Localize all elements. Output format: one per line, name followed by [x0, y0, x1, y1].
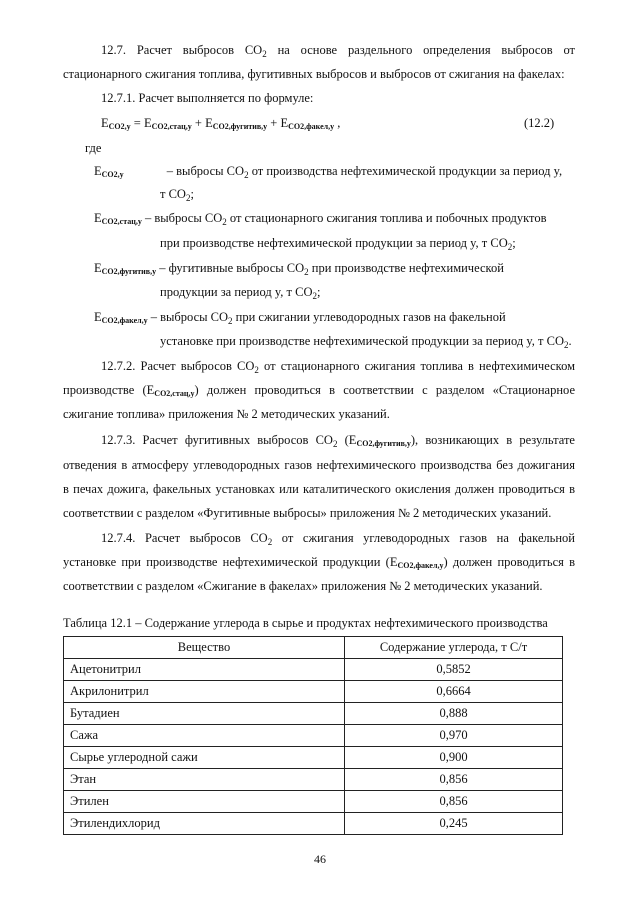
paragraph-12-7-3-line-1: 12.7.3. Расчет фугитивных выбросов $CO_2$ $(E_{CO2,фугитив,y})$, возникающих в результате — [101, 433, 575, 449]
cell-substance: Этан — [64, 769, 345, 791]
paragraph-12-7-2-line-2: производстве $(E_{CO2,стац,y})$ должен проводиться в соответствии с разделом «Стационарное — [63, 383, 575, 398]
table-row — [64, 681, 563, 703]
table-row — [64, 747, 563, 769]
cell-value: 0,888 — [345, 703, 563, 725]
table-row — [64, 791, 563, 813]
table-row — [64, 725, 563, 747]
cell-value: 0,900 — [345, 747, 563, 769]
definition-2-line-1: $E_{CO2,стац,y}$ – выбросы $CO_2$ от стационарного сжигания топлива и побочных продуктов — [94, 211, 547, 227]
paragraph-12-7-3-line-3: в печах дожига, факельных установках или каталитического окисления должен проводиться в — [63, 482, 575, 496]
paragraph-12-7-line-2: стационарного сжигания топлива, фугитивных выбросов и выбросов от сжигания на факелах: — [63, 67, 565, 81]
formula-number: (12.2) — [524, 116, 555, 130]
table-row — [64, 813, 563, 835]
header-substance: Вещество — [64, 637, 345, 659]
carbon-content-table — [63, 636, 563, 835]
definition-4-line-2: установке при производстве нефтехимической продукции за период y, т $CO_2$. — [160, 334, 572, 350]
table-row — [64, 769, 563, 791]
definition-4-line-1: $E_{CO2,факел,y}$ – выбросы $CO_2$ при сжигании углеводородных газов на факельной — [94, 310, 506, 326]
cell-value: 0,245 — [345, 813, 563, 835]
cell-value: 0,856 — [345, 769, 563, 791]
cell-substance: Сырье углеродной сажи — [64, 747, 345, 769]
paragraph-12-7-line-1: 12.7. Расчет выбросов $CO_2$ на основе раздельного определения выбросов от — [101, 43, 576, 59]
paragraph-12-7-4-line-1: 12.7.4. Расчет выбросов $CO_2$ от сжигания углеводородных газов на факельной — [101, 531, 575, 547]
cell-substance: Ацетонитрил — [64, 659, 345, 681]
cell-value: 0,5852 — [345, 659, 563, 681]
where-label: где — [85, 141, 102, 155]
paragraph-12-7-2-line-1: 12.7.2. Расчет выбросов $CO_2$ от стационарного сжигания топлива в нефтехимическом — [101, 359, 575, 375]
cell-substance: Сажа — [64, 725, 345, 747]
cell-substance: Этилен — [64, 791, 345, 813]
page-number: 46 — [314, 852, 326, 866]
paragraph-12-7-1: 12.7.1. Расчет выполняется по формуле: — [101, 91, 314, 105]
paragraph-12-7-3-line-2: отведения в атмосферу углеводородных газов нефтехимического производства без дожигания — [63, 458, 575, 472]
paragraph-12-7-2-line-3: сжигание топлива» приложения № 2 методических указаний. — [63, 407, 390, 421]
cell-value: 0,970 — [345, 725, 563, 747]
definition-1-line-2: т $CO_2$; — [160, 187, 194, 203]
paragraph-12-7-4-line-2: установке при производстве нефтехимической продукции $(E_{CO2,факел,y})$ должен проводиться в — [63, 555, 575, 570]
formula-12-2: $E_{CO2,y} = E_{CO2,стац,y} + E_{CO2,фугитив,y} + E_{CO2,факел,y}$ , — [101, 116, 341, 131]
cell-substance: Акрилонитрил — [64, 681, 345, 703]
paragraph-12-7-3-line-4: соответствии с разделом «Фугитивные выбросы» приложения № 2 методических указаний. — [63, 506, 552, 520]
definition-3-line-1: $E_{CO2,фугитив,y}$ – фугитивные выбросы $CO_2$ при производстве нефтехимической — [94, 261, 504, 277]
definition-1-line-1: $E_{CO2,y}$ – выбросы $CO_2$ от производства нефтехимической продукции за период y, — [94, 164, 563, 180]
definition-3-line-2: продукции за период y, т $CO_2$; — [160, 285, 321, 301]
paragraph-12-7-4-line-3: соответствии с разделом «Сжигание в факелах» приложения № 2 методических указаний. — [63, 579, 543, 593]
table-caption: Таблица 12.1 – Содержание углерода в сырье и продуктах нефтехимического производства — [63, 616, 548, 630]
cell-value: 0,6664 — [345, 681, 563, 703]
table-row — [64, 659, 563, 681]
cell-substance: Бутадиен — [64, 703, 345, 725]
cell-value: 0,856 — [345, 791, 563, 813]
header-carbon-content: Содержание углерода, т С/т — [345, 637, 563, 659]
table-header-row — [64, 637, 563, 659]
definition-2-line-2: при производстве нефтехимической продукции за период y, т $CO_2$; — [160, 236, 516, 252]
cell-substance: Этилендихлорид — [64, 813, 345, 835]
table-row — [64, 703, 563, 725]
